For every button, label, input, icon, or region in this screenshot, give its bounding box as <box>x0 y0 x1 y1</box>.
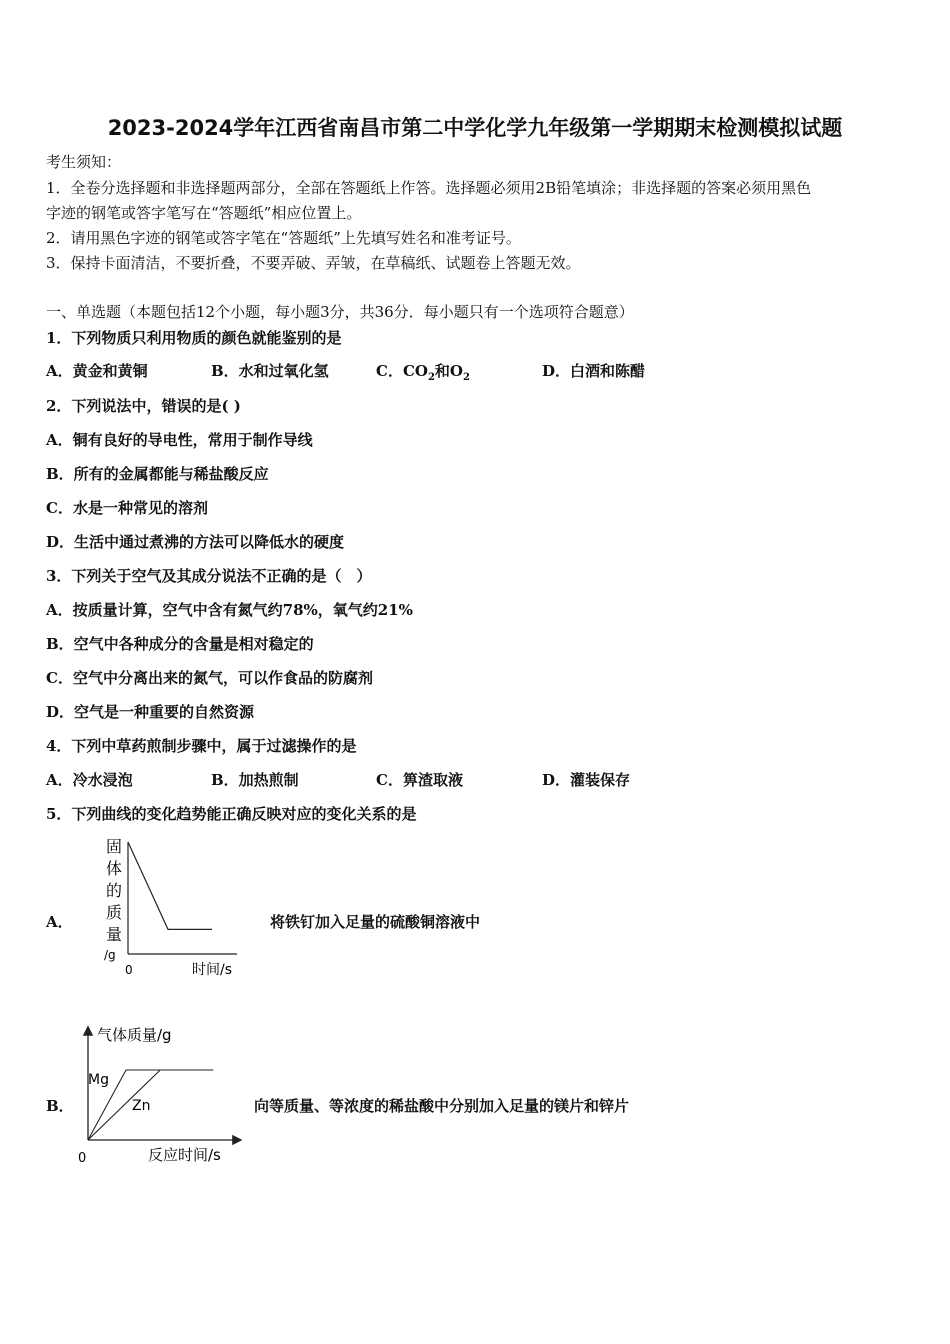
option-d: D．空气是一种重要的自然资源 <box>46 703 255 721</box>
question-stem: 5．下列曲线的变化趋势能正确反映对应的变化关系的是 <box>46 805 417 823</box>
yunit-label: /g <box>104 948 116 962</box>
option-d: D．白酒和陈醋 <box>542 362 646 380</box>
ylabel-char: 量 <box>106 925 123 944</box>
option-a-label: A． <box>46 913 73 931</box>
section-heading: 一、单选题（本题包括12个小题，每小题3分，共36分．每小题只有一个选项符合题意） <box>46 303 634 321</box>
question-stem: 2．下列说法中，错误的是( ) <box>46 397 241 415</box>
option-b-label: B． <box>46 1097 74 1115</box>
notice-item: 1．全卷分选择题和非选择题两部分，全部在答题纸上作答。选择题必须用2B铅笔填涂；非选择题的答案必须用黑色 <box>46 179 812 197</box>
ylabel-char: 质 <box>106 903 123 922</box>
option-c: C．$CO_2$和$O_2$ <box>376 362 470 383</box>
notice-item: 字迹的钢笔或答字笔写在“答题纸”相应位置上。 <box>46 204 362 222</box>
series-label-mg: Mg <box>88 1072 109 1088</box>
series-line <box>128 842 212 929</box>
option-b: B．所有的金属都能与稀盐酸反应 <box>46 465 269 483</box>
question-stem: 4．下列中草药煎制步骤中，属于过滤操作的是 <box>46 737 357 755</box>
chart-option-b <box>74 1020 250 1170</box>
option-a: A．按质量计算，空气中含有氮气约78%，氧气约21% <box>46 601 413 619</box>
option-a: A．黄金和黄铜 <box>46 362 148 380</box>
series-label-zn: Zn <box>132 1098 151 1114</box>
notice-heading: 考生须知： <box>46 153 122 171</box>
notice-item: 3．保持卡面清洁，不要折叠，不要弄破、弄皱，在草稿纸、试题卷上答题无效。 <box>46 254 581 272</box>
xlabel: 反应时间/s <box>148 1146 221 1164</box>
option-d: D．生活中通过煮沸的方法可以降低水的硬度 <box>46 533 345 551</box>
ylabel-char: 的 <box>106 881 123 900</box>
option-d: D．灌装保存 <box>542 771 631 789</box>
page-title: 2023-2024学年江西省南昌市第二中学化学九年级第一学期期末检测模拟试题 <box>107 116 843 140</box>
origin-label: 0 <box>125 963 133 977</box>
chart-option-a <box>90 832 250 984</box>
ylabel-char: 固 <box>106 837 123 856</box>
option-c: C．箅渣取液 <box>376 771 463 789</box>
option-a: A．冷水浸泡 <box>46 771 133 789</box>
option-b: B．空气中各种成分的含量是相对稳定的 <box>46 635 314 653</box>
xlabel: 时间/s <box>192 962 233 978</box>
origin-label: 0 <box>78 1151 87 1166</box>
option-b-desc: 向等质量、等浓度的稀盐酸中分别加入足量的镁片和锌片 <box>254 1097 630 1115</box>
question-stem: 1．下列物质只利用物质的颜色就能鉴别的是 <box>46 329 342 347</box>
option-c: C．水是一种常见的溶剂 <box>46 499 208 517</box>
option-b: B．水和过氧化氢 <box>211 362 329 380</box>
option-c: C．空气中分离出来的氮气，可以作食品的防腐剂 <box>46 669 373 687</box>
notice-item: 2．请用黑色字迹的钢笔或答字笔在“答题纸”上先填写姓名和准考证号。 <box>46 229 521 247</box>
option-a: A．铜有良好的导电性，常用于制作导线 <box>46 431 313 449</box>
ylabel-char: 体 <box>106 859 123 878</box>
question-stem: 3．下列关于空气及其成分说法不正确的是（ ） <box>46 567 372 585</box>
option-a-desc: 将铁钉加入足量的硫酸铜溶液中 <box>270 913 481 931</box>
option-b: B．加热煎制 <box>211 771 299 789</box>
ylabel: 气体质量/g <box>97 1026 172 1044</box>
